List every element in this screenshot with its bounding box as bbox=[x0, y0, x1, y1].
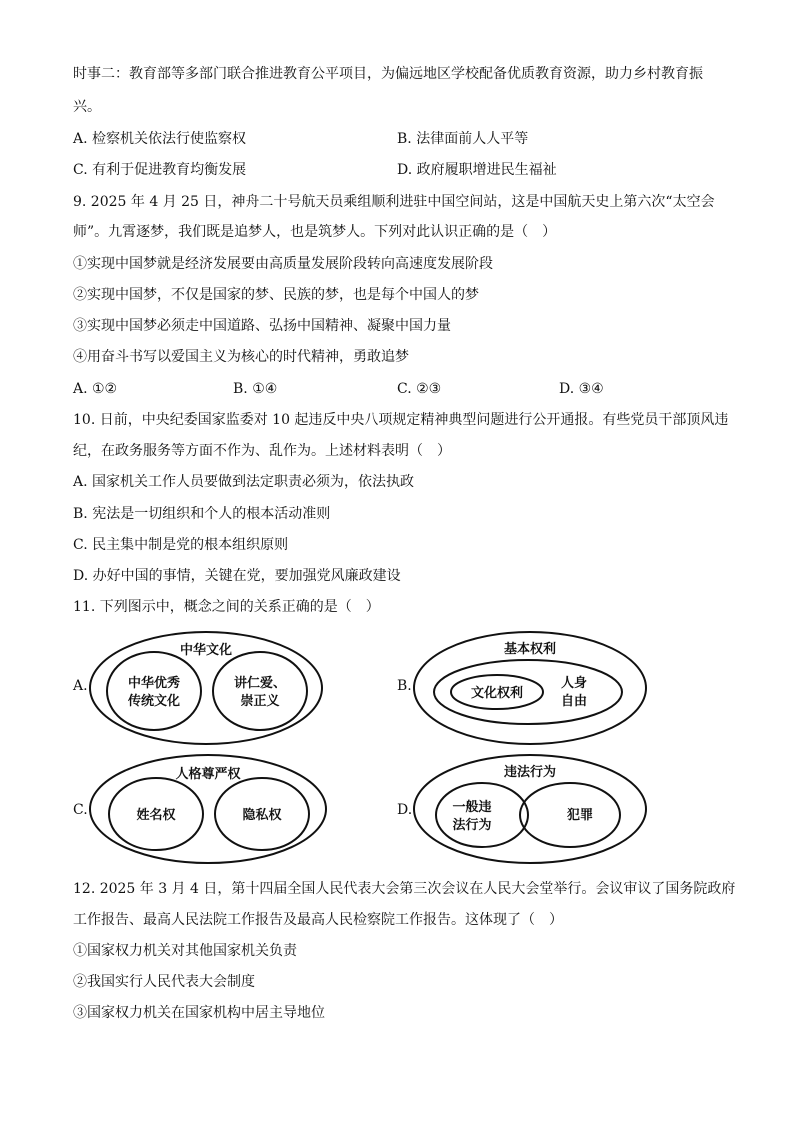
q11-diagram-b bbox=[412, 630, 648, 748]
q8-option-a: A. 检察机关依法行使监察权 bbox=[73, 131, 247, 147]
q8-option-c: C. 有利于促进教育均衡发展 bbox=[73, 162, 247, 178]
q11-option-c-letter: C. bbox=[73, 802, 88, 818]
q9-stem-line1: 9. 2025 年 4 月 25 日，神舟二十号航天员乘组顺利进驻中国空间站，这是中国航天史上第六次“太空会 bbox=[73, 194, 715, 210]
q8-option-b: B. 法律面前人人平等 bbox=[397, 131, 529, 147]
q10-option-a: A. 国家机关工作人员要做到法定职责必须为，依法执政 bbox=[73, 474, 415, 490]
diagram-a-left-label-2: 传统文化 bbox=[127, 694, 181, 709]
q11-diagram-a bbox=[88, 630, 328, 748]
q11-option-d-letter: D. bbox=[397, 802, 413, 818]
q9-option-a: A. ①② bbox=[73, 381, 118, 397]
diagram-a-left-label-1: 中华优秀 bbox=[127, 676, 181, 691]
diagram-d-outer-label: 违法行为 bbox=[503, 765, 557, 780]
diagram-d-right-label: 犯罪 bbox=[566, 808, 594, 823]
diagram-d-left-label-1: 一般违 bbox=[452, 800, 492, 815]
diagram-d-left-ellipse bbox=[436, 783, 528, 847]
q9-stem-line2: 师”。九霄逐梦，我们既是追梦人，也是筑梦人。下列对此认识正确的是（ ） bbox=[73, 224, 557, 240]
diagram-c-right-label: 隐私权 bbox=[242, 808, 282, 823]
q12-statement-2: ②我国实行人民代表大会制度 bbox=[73, 974, 255, 990]
diagram-b-inner-label: 文化权利 bbox=[470, 686, 524, 701]
q11-option-a-letter: A. bbox=[73, 678, 88, 694]
q10-stem-line1: 10. 日前，中央纪委国家监委对 10 起违反中央八项规定精神典型问题进行公开通报。有些党员干部顶风违 bbox=[73, 412, 729, 428]
diagram-a-right-ellipse bbox=[213, 652, 307, 730]
q9-option-d: D. ③④ bbox=[559, 381, 604, 397]
q12-stem-line2: 工作报告、最高人民法院工作报告及最高人民检察院工作报告。这体现了（ ） bbox=[73, 912, 563, 928]
q9-statement-2: ②实现中国梦，不仅是国家的梦、民族的梦，也是每个中国人的梦 bbox=[73, 287, 479, 303]
q9-statement-1: ①实现中国梦就是经济发展要由高质量发展阶段转向高速度发展阶段 bbox=[73, 256, 493, 272]
q9-option-c: C. ②③ bbox=[397, 381, 442, 397]
diagram-c-left-label: 姓名权 bbox=[136, 808, 176, 823]
diagram-b-middle-ellipse bbox=[434, 660, 622, 724]
q9-option-b: B. ①④ bbox=[233, 381, 278, 397]
q10-option-b: B. 宪法是一切组织和个人的根本活动准则 bbox=[73, 506, 331, 522]
q10-stem-line2: 纪，在政务服务等方面不作为、乱作为。上述材料表明（ ） bbox=[73, 443, 451, 459]
q11-diagram-d bbox=[412, 752, 648, 866]
q8-material-line2: 兴。 bbox=[73, 99, 101, 115]
diagram-a-right-label-1: 讲仁爱、 bbox=[233, 676, 287, 691]
diagram-b-middle-label-2: 自由 bbox=[560, 694, 588, 709]
diagram-d-left-label-2: 法行为 bbox=[452, 818, 492, 833]
diagram-b-middle-label-1: 人身 bbox=[560, 676, 588, 691]
q11-diagram-c bbox=[88, 752, 330, 866]
diagram-a-left-ellipse bbox=[107, 652, 201, 730]
q9-statement-3: ③实现中国梦必须走中国道路、弘扬中国精神、凝聚中国力量 bbox=[73, 318, 451, 334]
q8-material-line1: 时事二：教育部等多部门联合推进教育公平项目，为偏远地区学校配备优质教育资源，助力乡村教育振 bbox=[73, 66, 703, 82]
diagram-a-outer-label: 中华文化 bbox=[179, 643, 233, 658]
q12-stem-line1: 12. 2025 年 3 月 4 日，第十四届全国人民代表大会第三次会议在人民大会堂举行。会议审议了国务院政府 bbox=[73, 881, 736, 897]
q8-option-d: D. 政府履职增进民生福祉 bbox=[397, 162, 557, 178]
q12-statement-1: ①国家权力机关对其他国家机关负责 bbox=[73, 943, 297, 959]
q12-statement-3: ③国家权力机关在国家机构中居主导地位 bbox=[73, 1005, 325, 1021]
diagram-a-right-label-2: 崇正义 bbox=[240, 694, 280, 709]
diagram-c-outer-label: 人格尊严权 bbox=[175, 767, 241, 782]
q10-option-d: D. 办好中国的事情，关键在党，要加强党风廉政建设 bbox=[73, 568, 401, 584]
q9-statement-4: ④用奋斗书写以爱国主义为核心的时代精神，勇敢追梦 bbox=[73, 349, 409, 365]
q11-stem: 11. 下列图示中，概念之间的关系正确的是（ ） bbox=[73, 599, 380, 615]
diagram-b-outer-label: 基本权利 bbox=[503, 642, 557, 657]
q10-option-c: C. 民主集中制是党的根本组织原则 bbox=[73, 537, 289, 553]
q11-option-b-letter: B. bbox=[397, 678, 412, 694]
